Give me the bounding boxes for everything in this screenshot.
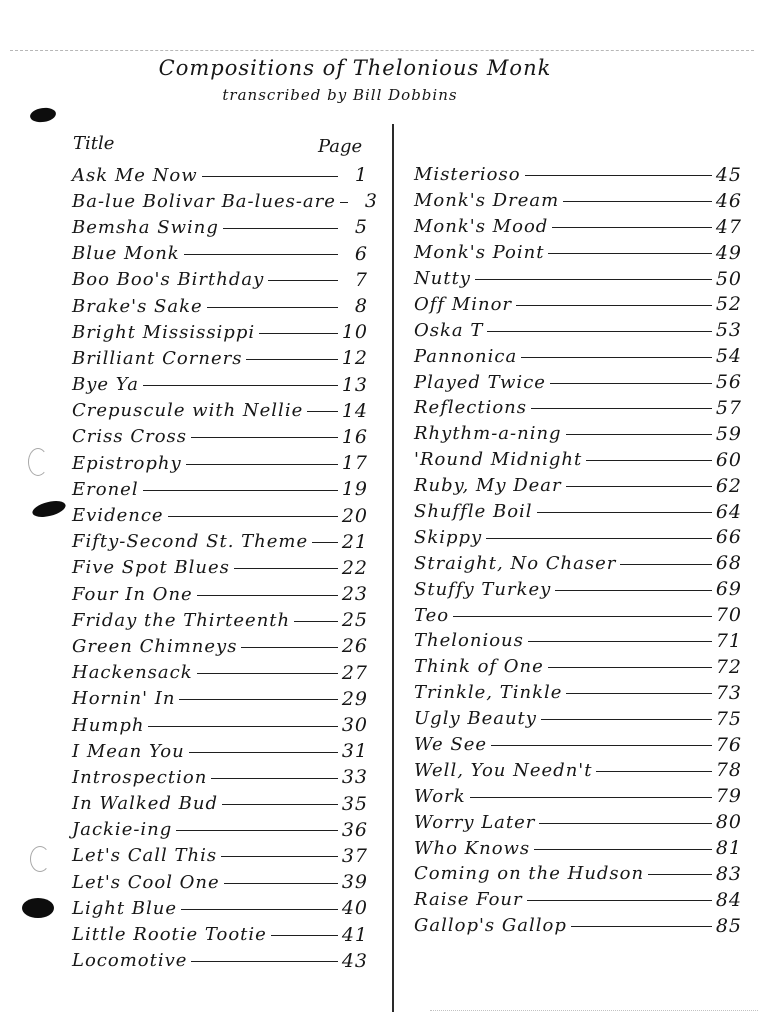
leader-line <box>475 279 712 280</box>
index-entry <box>414 188 742 214</box>
leader-line <box>539 823 711 824</box>
leader-line <box>486 538 712 539</box>
index-entry <box>72 502 368 528</box>
index-entry <box>72 555 368 581</box>
entry-page-number: 6 <box>354 242 368 265</box>
leader-line <box>312 542 338 543</box>
index-entry <box>72 450 368 476</box>
index-entry <box>72 895 368 921</box>
index-entry <box>72 476 368 502</box>
entry-title: Five Spot Blues <box>72 557 230 579</box>
leader-line <box>294 621 338 622</box>
leader-line <box>537 512 712 513</box>
entry-page-number: 13 <box>341 373 368 396</box>
index-entry <box>72 843 368 869</box>
entry-title: Reflections <box>414 397 528 419</box>
entry-page-number: 7 <box>354 268 368 291</box>
punch-hole-outline <box>28 448 48 476</box>
leader-line <box>221 856 338 857</box>
leader-line <box>453 616 712 617</box>
leader-line <box>552 227 712 228</box>
leader-line <box>586 460 712 461</box>
index-entry <box>414 550 742 576</box>
index-entry <box>414 266 742 292</box>
index-entry <box>414 783 742 809</box>
entry-title: Trinkle, Tinkle <box>414 682 563 704</box>
entry-title: Coming on the Hudson <box>414 863 645 885</box>
index-entry <box>72 817 368 843</box>
entry-page-number: 60 <box>715 448 742 471</box>
entry-title: Misterioso <box>414 164 521 186</box>
leader-line <box>487 331 711 332</box>
entry-title: Who Knows <box>414 837 531 859</box>
index-entry <box>414 809 742 835</box>
entry-title: Bemsha Swing <box>72 216 219 238</box>
entry-page-number: 35 <box>341 792 368 815</box>
leader-line <box>224 883 338 884</box>
leader-line <box>223 228 338 229</box>
entry-title: Introspection <box>72 766 208 788</box>
leader-line <box>648 874 712 875</box>
index-entry <box>72 319 368 345</box>
entry-page-number: 85 <box>715 914 742 937</box>
entry-title: Blue Monk <box>72 243 180 265</box>
leader-line <box>340 202 348 203</box>
entry-page-number: 64 <box>715 500 742 523</box>
leader-line <box>525 175 712 176</box>
entry-page-number: 12 <box>341 347 368 370</box>
index-entry <box>414 524 742 550</box>
index-entry <box>414 576 742 602</box>
entry-title: Epistrophy <box>72 452 182 474</box>
entry-title: Ugly Beauty <box>414 708 537 730</box>
entry-page-number: 59 <box>715 422 742 445</box>
entry-page-number: 76 <box>715 733 742 756</box>
leader-line <box>521 357 712 358</box>
entry-title: Well, You Needn't <box>414 759 593 781</box>
index-entry <box>414 654 742 680</box>
entry-page-number: 81 <box>715 837 742 860</box>
entry-page-number: 53 <box>715 319 742 342</box>
entry-page-number: 52 <box>715 293 742 316</box>
entry-title: Work <box>414 785 466 807</box>
punch-hole-outline <box>30 846 50 872</box>
entry-title: Humph <box>72 714 145 736</box>
entry-title: Little Rootie Tootie <box>72 924 267 946</box>
leader-line <box>563 201 712 202</box>
entry-title: Nutty <box>414 268 471 289</box>
index-entry <box>414 628 742 654</box>
entry-title: I Mean You <box>72 740 185 762</box>
leader-line <box>211 778 338 779</box>
entry-page-number: 1 <box>354 164 368 187</box>
entry-title: Let's Cool One <box>72 871 220 893</box>
index-entry <box>414 835 742 861</box>
entry-page-number: 16 <box>341 425 368 448</box>
entry-page-number: 75 <box>715 707 742 730</box>
entry-title: Criss Cross <box>72 426 188 448</box>
entry-title: Brilliant Corners <box>72 347 243 369</box>
entry-title: Crepuscule with Nellie <box>72 400 304 422</box>
leader-line <box>148 726 337 727</box>
leader-line <box>555 590 712 591</box>
index-entry <box>414 240 742 266</box>
leader-line <box>191 961 337 962</box>
leader-line <box>491 745 712 746</box>
entry-title: Monk's Dream <box>414 190 560 212</box>
index-entry <box>414 499 742 525</box>
entry-page-number: 21 <box>341 530 368 553</box>
leader-line <box>620 564 711 565</box>
leader-line <box>527 900 712 901</box>
entry-page-number: 31 <box>341 740 368 763</box>
index-entry <box>414 214 742 240</box>
entry-page-number: 47 <box>715 215 742 238</box>
entry-page-number: 73 <box>715 681 742 704</box>
index-entry <box>414 680 742 706</box>
leader-line <box>541 719 712 720</box>
entry-page-number: 27 <box>341 661 368 684</box>
entry-page-number: 30 <box>341 714 368 737</box>
bottom-edge-line <box>430 1010 758 1011</box>
entry-page-number: 56 <box>715 371 742 394</box>
ink-smudge-mark <box>29 106 57 123</box>
leader-line <box>222 804 338 805</box>
entry-title: Hackensack <box>72 662 193 684</box>
index-entry <box>414 732 742 758</box>
entry-page-number: 19 <box>341 478 368 501</box>
entry-page-number: 40 <box>341 897 368 920</box>
leader-line <box>259 333 338 334</box>
entry-page-number: 8 <box>354 295 368 318</box>
entry-title: Bright Mississippi <box>72 321 256 343</box>
top-edge-line <box>10 50 754 51</box>
leader-line <box>191 437 338 438</box>
entry-page-number: 49 <box>715 241 742 264</box>
ink-smudge-mark <box>31 498 67 520</box>
index-entry <box>72 372 368 398</box>
entry-page-number: 68 <box>715 552 742 575</box>
entry-page-number: 71 <box>715 629 742 652</box>
index-entry <box>72 607 368 633</box>
leader-line <box>197 673 338 674</box>
leader-line <box>470 797 712 798</box>
leader-line <box>179 699 337 700</box>
leader-line <box>534 849 712 850</box>
entry-page-number: 62 <box>715 474 742 497</box>
index-entry <box>72 214 368 240</box>
index-entry <box>414 913 742 939</box>
leader-line <box>184 254 338 255</box>
leader-line <box>548 253 711 254</box>
leader-line <box>143 490 338 491</box>
ink-smudge-mark <box>22 898 54 918</box>
entry-page-number: 54 <box>715 345 742 368</box>
entry-title: We See <box>414 734 488 756</box>
entry-title: In Walked Bud <box>72 793 218 815</box>
entry-title: Played Twice <box>414 371 546 393</box>
entry-title: 'Round Midnight <box>414 449 583 471</box>
leader-line <box>207 307 338 308</box>
document-subtitle: transcribed by Bill Dobbins <box>222 86 458 104</box>
entry-page-number: 72 <box>715 655 742 678</box>
index-entry <box>72 869 368 895</box>
column-header-title: Title <box>73 133 115 154</box>
entry-page-number: 29 <box>341 687 368 710</box>
index-entry <box>414 887 742 913</box>
index-entry <box>72 791 368 817</box>
entry-title: Worry Later <box>414 811 536 833</box>
index-entry <box>72 686 368 712</box>
entry-page-number: 69 <box>715 578 742 601</box>
leader-line <box>186 464 338 465</box>
entry-title: Green Chimneys <box>72 635 238 657</box>
index-entry <box>414 291 742 317</box>
entry-title: Skippy <box>414 526 483 548</box>
index-entry <box>72 398 368 424</box>
index-entry <box>72 424 368 450</box>
entry-page-number: 41 <box>341 923 368 946</box>
entry-page-number: 25 <box>341 609 368 632</box>
entry-page-number: 83 <box>715 862 742 885</box>
index-entry <box>414 421 742 447</box>
entry-title: Pannonica <box>414 345 518 367</box>
entry-page-number: 23 <box>341 583 368 606</box>
entry-title: Fifty-Second St. Theme <box>72 531 309 553</box>
entry-title: Teo <box>414 604 450 626</box>
entry-page-number: 26 <box>341 635 368 658</box>
index-entry <box>72 241 368 267</box>
entry-title: Eronel <box>72 478 139 500</box>
leader-line <box>176 830 338 831</box>
entry-title: Off Minor <box>414 293 513 315</box>
entry-page-number: 17 <box>341 452 368 475</box>
index-entry <box>72 738 368 764</box>
entry-page-number: 33 <box>341 766 368 789</box>
entry-title: Light Blue <box>72 897 178 919</box>
entry-title: Shuffle Boil <box>414 501 533 523</box>
leader-line <box>596 771 711 772</box>
entry-title: Rhythm-a-ning <box>414 423 562 445</box>
index-entry <box>414 706 742 732</box>
right-index-column <box>414 162 742 939</box>
index-entry <box>414 757 742 783</box>
entry-title: Thelonious <box>414 630 524 652</box>
entry-title: Jackie-ing <box>72 819 173 841</box>
index-entry <box>72 921 368 947</box>
leader-line <box>566 693 711 694</box>
leader-line <box>566 434 712 435</box>
entry-page-number: 80 <box>715 811 742 834</box>
entry-title: Locomotive <box>72 950 188 972</box>
left-index-column <box>72 162 378 974</box>
leader-line <box>571 926 712 927</box>
leader-line <box>143 385 338 386</box>
leader-line <box>528 641 712 642</box>
entry-title: Oska T <box>414 319 484 341</box>
leader-line <box>550 383 712 384</box>
entry-title: Ask Me Now <box>72 164 198 186</box>
index-entry <box>72 267 368 293</box>
entry-title: Brake's Sake <box>72 295 203 317</box>
entry-page-number: 46 <box>715 189 742 212</box>
entry-page-number: 43 <box>341 949 368 972</box>
index-entry <box>72 764 368 790</box>
entry-page-number: 66 <box>715 526 742 549</box>
entry-title: Think of One <box>414 656 544 678</box>
column-header-page: Page <box>318 136 363 157</box>
entry-page-number: 10 <box>341 321 368 344</box>
entry-title: Ba-lue Bolivar Ba-lues-are <box>72 190 336 212</box>
leader-line <box>202 176 338 177</box>
leader-line <box>307 411 338 412</box>
entry-page-number: 37 <box>341 844 368 867</box>
entry-title: Let's Call This <box>72 845 218 867</box>
leader-line <box>531 408 712 409</box>
entry-title: Monk's Mood <box>414 216 549 238</box>
entry-page-number: 39 <box>341 871 368 894</box>
entry-page-number: 45 <box>715 163 742 186</box>
entry-title: Monk's Point <box>414 242 545 264</box>
index-entry <box>414 395 742 421</box>
index-entry <box>72 948 368 974</box>
leader-line <box>271 935 338 936</box>
index-entry <box>414 861 742 887</box>
entry-title: Gallop's Gallop <box>414 915 567 937</box>
entry-page-number: 57 <box>715 396 742 419</box>
entry-page-number: 79 <box>715 785 742 808</box>
index-entry <box>72 712 368 738</box>
entry-title: Ruby, My Dear <box>414 475 562 497</box>
entry-page-number: 78 <box>715 759 742 782</box>
entry-page-number: 70 <box>715 604 742 627</box>
entry-page-number: 14 <box>341 399 368 422</box>
leader-line <box>197 595 338 596</box>
index-entry <box>72 660 368 686</box>
entry-title: Stuffy Turkey <box>414 578 552 600</box>
entry-page-number: 50 <box>715 267 742 290</box>
index-entry <box>72 188 378 214</box>
leader-line <box>241 647 337 648</box>
entry-title: Evidence <box>72 505 164 527</box>
entry-page-number: 36 <box>341 818 368 841</box>
leader-line <box>566 486 712 487</box>
leader-line <box>181 909 338 910</box>
entry-title: Boo Boo's Birthday <box>72 269 265 291</box>
index-entry <box>414 162 742 188</box>
leader-line <box>234 568 338 569</box>
leader-line <box>548 667 712 668</box>
leader-line <box>246 359 337 360</box>
entry-title: Friday the Thirteenth <box>72 609 291 631</box>
index-entry <box>414 343 742 369</box>
entry-title: Hornin' In <box>72 688 176 710</box>
index-entry <box>414 447 742 473</box>
entry-page-number: 84 <box>715 888 742 911</box>
leader-line <box>189 752 338 753</box>
index-entry <box>72 581 368 607</box>
index-entry <box>72 633 368 659</box>
entry-page-number: 22 <box>341 556 368 579</box>
index-entry <box>414 317 742 343</box>
entry-title: Raise Four <box>414 889 523 911</box>
entry-title: Straight, No Chaser <box>414 552 617 574</box>
index-entry <box>414 602 742 628</box>
index-entry <box>72 345 368 371</box>
entry-page-number: 20 <box>341 504 368 527</box>
entry-page-number: 3 <box>364 190 378 213</box>
index-entry <box>414 473 742 499</box>
entry-title: Bye Ya <box>72 374 139 396</box>
column-divider <box>392 124 394 1012</box>
index-entry <box>72 293 368 319</box>
document-title: Compositions of Thelonious Monk <box>158 56 552 80</box>
index-entry <box>72 162 368 188</box>
entry-title: Four In One <box>72 583 193 605</box>
leader-line <box>268 280 338 281</box>
leader-line <box>168 516 338 517</box>
index-entry <box>72 529 368 555</box>
entry-page-number: 5 <box>354 216 368 239</box>
leader-line <box>516 305 712 306</box>
index-entry <box>414 369 742 395</box>
